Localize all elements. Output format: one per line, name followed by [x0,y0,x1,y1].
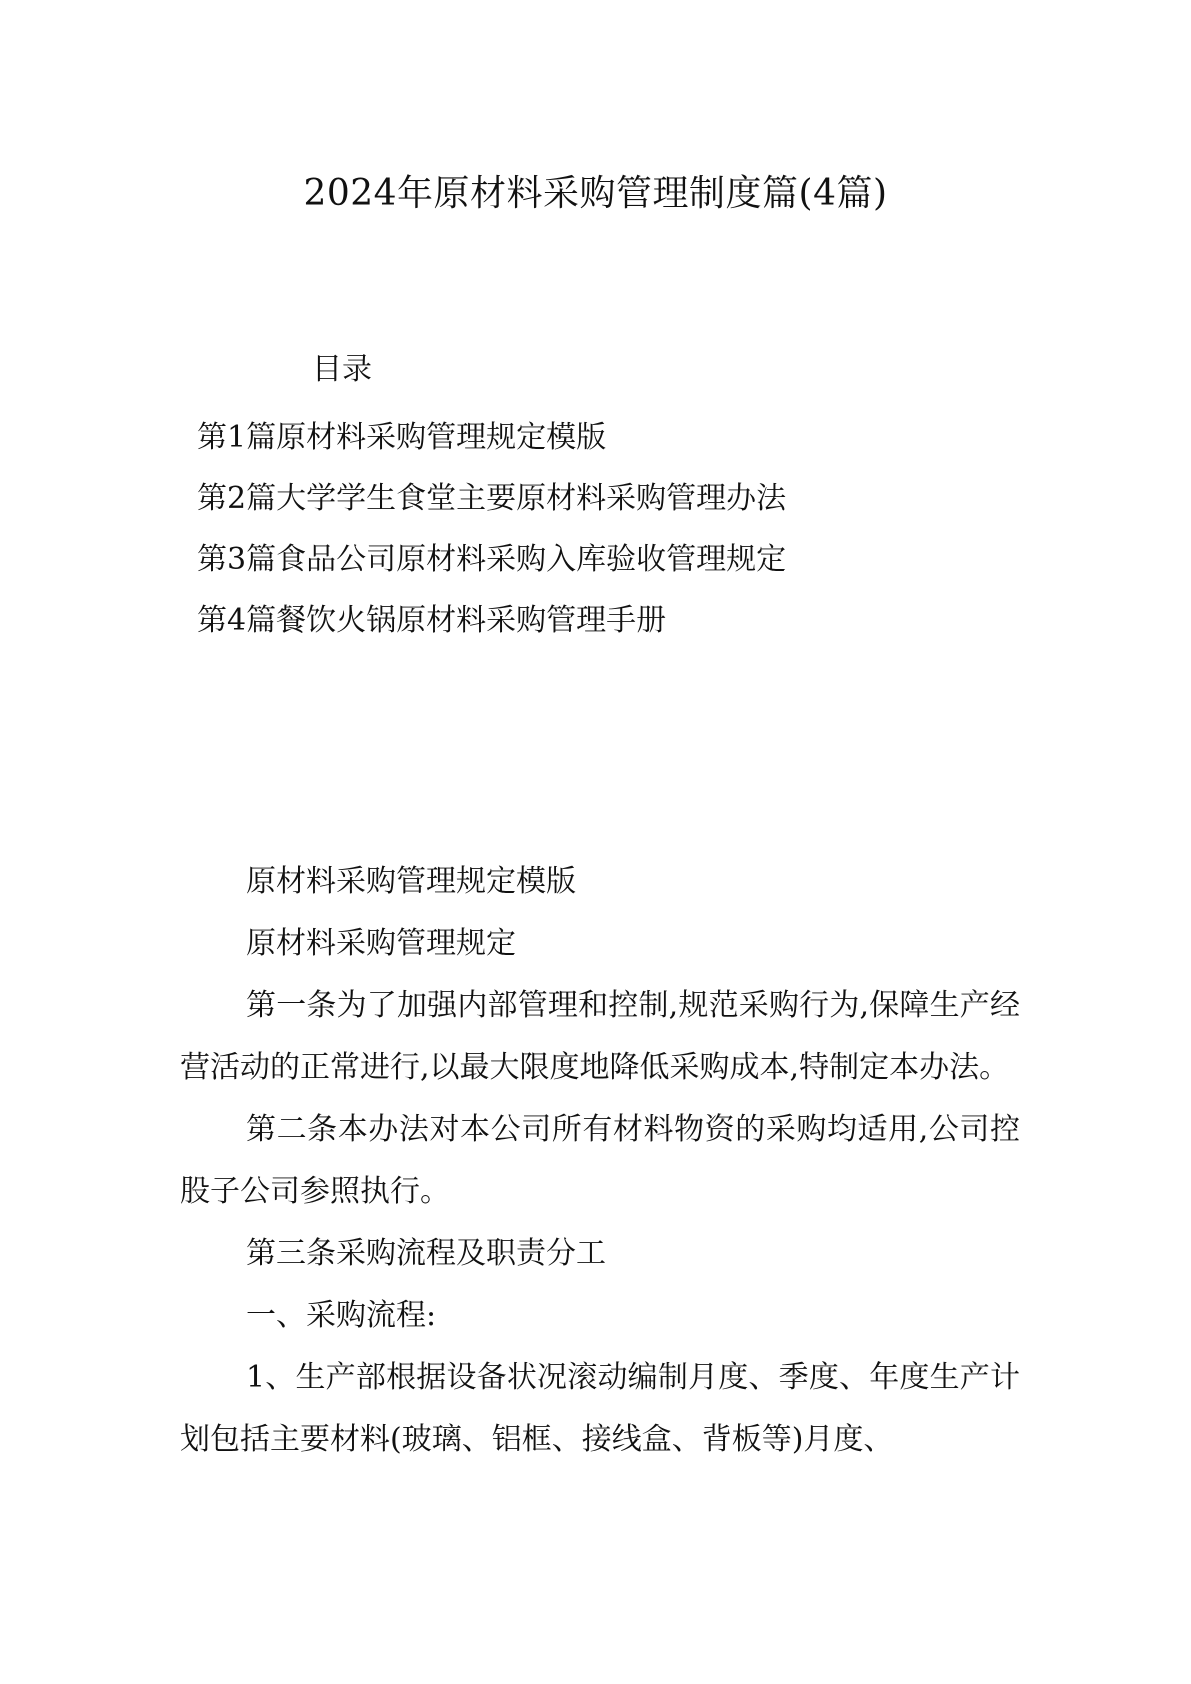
toc-heading: 目录 [312,352,372,387]
article-paragraph: 第二条本办法对本公司所有材料物资的采购均适用,公司控股子公司参照执行。 [180,1112,1020,1209]
article-paragraph: 一、采购流程: [246,1298,437,1333]
section-subtitle: 原材料采购管理规定 [246,926,516,961]
toc-item: 第1篇原材料采购管理规定模版 [197,420,607,455]
article-paragraph: 第一条为了加强内部管理和控制,规范采购行为,保障生产经营活动的正常进行,以最大限度地降低采购成本,特制定本办法。 [180,988,1020,1085]
toc-item: 第2篇大学学生食堂主要原材料采购管理办法 [197,481,787,516]
toc-item: 第3篇食品公司原材料采购入库验收管理规定 [197,542,787,577]
toc-item: 第4篇餐饮火锅原材料采购管理手册 [197,603,667,638]
article-paragraph: 第三条采购流程及职责分工 [246,1236,606,1271]
section-title: 原材料采购管理规定模版 [246,864,576,899]
document-title: 2024年原材料采购管理制度篇(4篇) [303,173,888,214]
table-of-contents [197,418,786,662]
article-paragraph: 1、生产部根据设备状况滚动编制月度、季度、年度生产计划包括主要材料(玻璃、铝框、接线盒、背板等)月度、 [180,1360,1020,1457]
document-body [180,851,1020,1471]
